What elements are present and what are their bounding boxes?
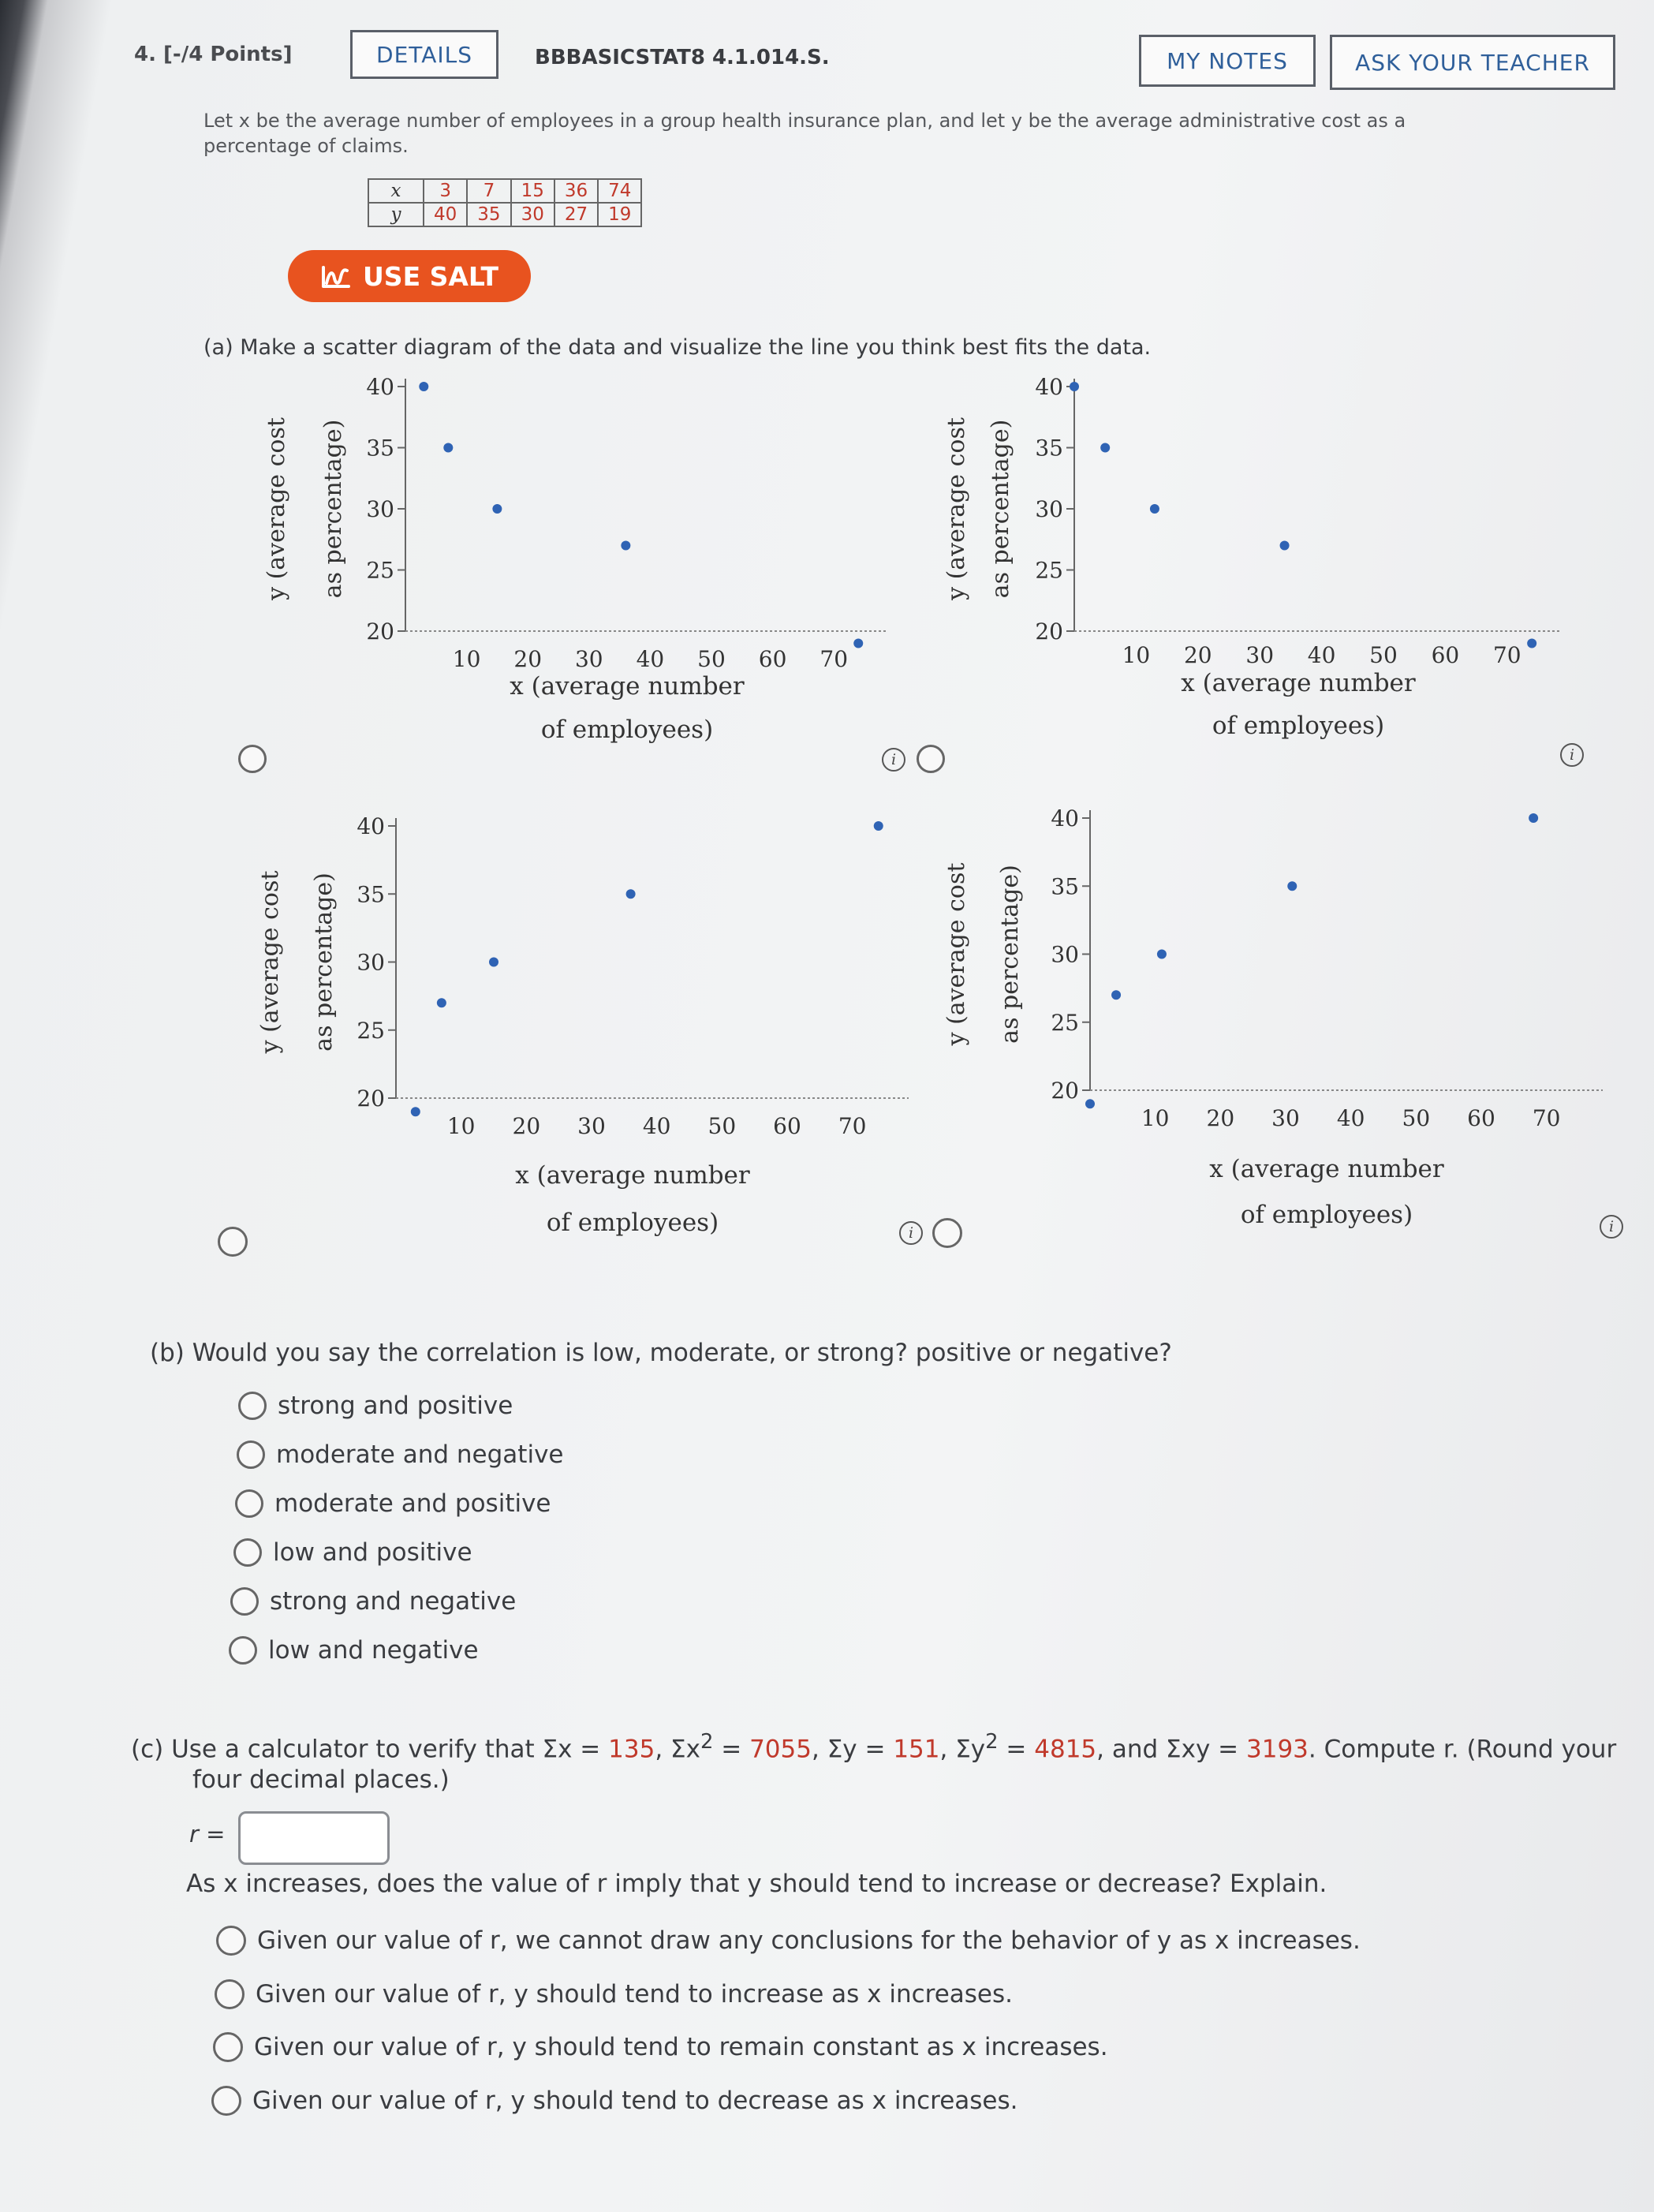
x-axis-label: x (average number [515,1161,750,1190]
y-cell: 19 [598,203,641,226]
data-point [1529,813,1538,823]
x-tick-label: 50 [697,646,726,672]
option-label: Given our value of r, y should tend to decrease as x increases. [252,2087,1018,2115]
radio[interactable] [233,1538,262,1567]
text: , and Σxy = [1096,1735,1247,1764]
part-b-option[interactable] [237,1440,564,1469]
data-point [1150,504,1159,514]
y-tick-label: 40 [357,813,385,839]
part-c-option[interactable] [211,2086,1018,2116]
y-axis-label: y (average cost [943,417,970,600]
data-point [1157,950,1167,959]
text: , Σx [655,1735,700,1764]
x-tick-label: 40 [636,646,665,672]
part-b-option[interactable] [238,1392,513,1420]
radio[interactable] [229,1636,257,1665]
option-label: moderate and negative [276,1440,564,1469]
y-tick-label: 30 [366,496,394,522]
x-tick-label: 20 [1183,642,1212,668]
data-point [874,821,883,831]
x-tick-label: 20 [1206,1105,1235,1131]
x-tick-label: 10 [452,646,481,672]
y-tick-label: 40 [366,374,394,400]
data-point [492,504,502,514]
y-tick-label: 30 [1051,941,1079,968]
y-tick-label: 40 [1035,374,1063,400]
x-cell: 36 [554,179,598,203]
option-label: Given our value of r, y should tend to remain constant as x increases. [254,2033,1108,2061]
x-cell: 7 [467,179,510,203]
part-c-question: As x increases, does the value of r imply that y should tend to increase or decrease? Explain. [186,1870,1327,1898]
y-tick-label: 20 [1035,618,1063,645]
y-cell: 40 [424,203,467,226]
x-tick-label: 50 [1369,642,1398,668]
x-tick-label: 60 [773,1113,801,1139]
part-b-option[interactable] [230,1587,516,1616]
use-salt-label: USE SALT [363,260,498,292]
sum-x2: 7055 [749,1735,812,1764]
text: , Σy = [811,1735,894,1764]
x-axis-label: of employees) [540,716,714,744]
question-code: BBBASICSTAT8 4.1.014.S. [535,46,830,69]
x-tick-label: 60 [1467,1105,1495,1131]
option-label: moderate and positive [274,1489,551,1518]
data-point [1280,541,1290,551]
radio[interactable] [235,1489,263,1518]
intro-line-2: percentage of claims. [203,135,409,157]
part-c-statement [131,1730,1654,1763]
x-cell: 3 [424,179,467,203]
x-tick-label: 50 [1402,1105,1431,1131]
option-label: strong and negative [270,1587,517,1616]
x-cell: 74 [598,179,641,203]
data-point [1100,443,1110,453]
sum-x: 135 [608,1735,655,1764]
y-tick-label: 35 [357,881,385,908]
option-label: low and negative [268,1636,479,1665]
y-tick-label: 35 [1035,435,1063,461]
y-tick-label: 30 [1035,496,1063,522]
option-a2-radio[interactable] [917,745,945,773]
x-tick-label: 40 [642,1113,671,1139]
data-point [437,998,446,1007]
radio[interactable] [216,1926,246,1956]
y-tick-label: 40 [1051,805,1079,831]
y-tick-label: 35 [366,435,394,461]
x-tick-label: 10 [1122,642,1151,668]
x-tick-label: 20 [512,1113,541,1139]
x-axis-label: x (average number [1209,1155,1444,1183]
data-point [443,443,453,453]
ask-teacher-button[interactable]: ASK YOUR TEACHER [1330,35,1615,90]
info-icon[interactable]: i [1560,743,1584,767]
x-tick-label: 30 [574,646,603,672]
x-axis-label: x (average number [1181,669,1416,697]
x-axis-label: of employees) [1240,1201,1413,1229]
data-point [1111,990,1121,1000]
option-a4-radio[interactable] [932,1218,962,1248]
x-tick-label: 40 [1307,642,1336,668]
sum-y: 151 [893,1735,940,1764]
x-cell: 15 [511,179,554,203]
y-tick-label: 30 [357,949,385,976]
y-cell: 30 [511,203,554,226]
y-header: y [368,203,424,226]
radio[interactable] [211,2086,241,2116]
text: Use a calculator to verify that Σx = [171,1735,609,1764]
info-icon[interactable]: i [882,748,905,772]
part-b-option[interactable] [229,1636,479,1665]
y-axis-label: as percentage) [319,419,347,599]
part-c-option[interactable] [213,2032,1108,2062]
y-tick-label: 20 [1051,1078,1079,1104]
x-tick-label: 60 [758,646,787,672]
y-axis-label: y (average cost [256,870,284,1054]
option-label: Given our value of r, we cannot draw any conclusions for the behavior of y as x increases. [257,1926,1361,1955]
intro-line-1: Let x be the average number of employees in a group health insurance plan, and let y be the average administrative cost as a [203,110,1406,132]
sum-y2: 4815 [1034,1735,1097,1764]
option-a3-radio[interactable] [218,1227,248,1257]
option-label: Given our value of r, y should tend to increase as x increases. [256,1980,1014,2008]
part-a-prompt: (a) Make a scatter diagram of the data and visualize the line you think best fits the data. [203,335,1152,360]
data-point [1070,382,1079,391]
sum-xy: 3193 [1246,1735,1309,1764]
part-c-option[interactable] [216,1926,1361,1956]
y-tick-label: 20 [357,1085,385,1112]
data-point [626,889,636,899]
text: . Compute r. (Round your [1308,1735,1617,1764]
y-tick-label: 20 [366,618,394,645]
radio[interactable] [215,1979,245,2009]
x-header: x [368,179,424,203]
y-tick-label: 25 [1035,557,1063,584]
x-tick-label: 40 [1336,1105,1365,1131]
data-point [419,382,428,391]
text: = [998,1735,1035,1764]
data-point [489,958,498,967]
x-axis-label: of employees) [546,1209,719,1237]
y-axis-label: y (average cost [263,417,290,600]
x-tick-label: 70 [820,646,849,672]
x-tick-label: 30 [1245,642,1275,668]
y-axis-label: y (average cost [943,862,970,1046]
y-axis-label: as percentage) [996,865,1024,1044]
part-b-question: (b) Would you say the correlation is low, moderate, or strong? positive or negative? [150,1339,1172,1367]
radio[interactable] [230,1587,259,1616]
y-cell: 35 [467,203,510,226]
info-icon[interactable]: i [1600,1215,1623,1239]
my-notes-button[interactable]: MY NOTES [1139,35,1316,87]
x-axis-label: x (average number [510,672,745,701]
x-axis-label: of employees) [1212,712,1385,740]
x-tick-label: 10 [1141,1105,1170,1131]
option-a1-radio[interactable] [238,745,267,773]
y-tick-label: 25 [1051,1009,1079,1036]
r-input[interactable] [238,1811,390,1865]
x-tick-label: 30 [577,1113,606,1139]
y-axis-label: as percentage) [310,872,338,1052]
option-label: strong and positive [278,1392,513,1420]
part-c-rounding: four decimal places.) [192,1765,450,1794]
superscript: 2 [985,1730,999,1754]
y-axis-label: as percentage) [987,419,1014,599]
part-c-option[interactable] [215,1979,1013,2009]
question-points: 4. [-/4 Points] [134,43,293,66]
x-tick-label: 70 [838,1113,867,1139]
data-point [1085,1099,1095,1108]
text: = [713,1735,750,1764]
details-button[interactable]: DETAILS [350,30,498,79]
data-point [411,1107,420,1116]
radio[interactable] [237,1440,265,1469]
x-tick-label: 30 [1271,1105,1300,1131]
data-point [853,639,863,648]
superscript: 2 [700,1730,714,1754]
radio[interactable] [238,1392,267,1420]
info-icon[interactable]: i [899,1221,923,1245]
part-c-label: (c) [131,1735,164,1764]
x-tick-label: 60 [1431,642,1460,668]
option-label: low and positive [273,1538,472,1567]
data-point [1287,881,1297,891]
data-point [1527,639,1536,648]
x-tick-label: 20 [513,646,543,672]
x-tick-label: 70 [1532,1105,1561,1131]
text: , Σy [939,1735,986,1764]
radio[interactable] [213,2032,243,2062]
part-b-option[interactable] [233,1538,472,1567]
x-tick-label: 10 [446,1113,476,1139]
y-tick-label: 35 [1051,873,1079,900]
x-tick-label: 70 [1492,642,1521,668]
y-tick-label: 25 [357,1017,385,1044]
y-cell: 27 [554,203,598,226]
part-b-option[interactable] [235,1489,551,1518]
data-point [621,541,630,551]
r-label: r = [189,1821,226,1848]
x-tick-label: 50 [708,1113,737,1139]
y-tick-label: 25 [366,557,394,584]
